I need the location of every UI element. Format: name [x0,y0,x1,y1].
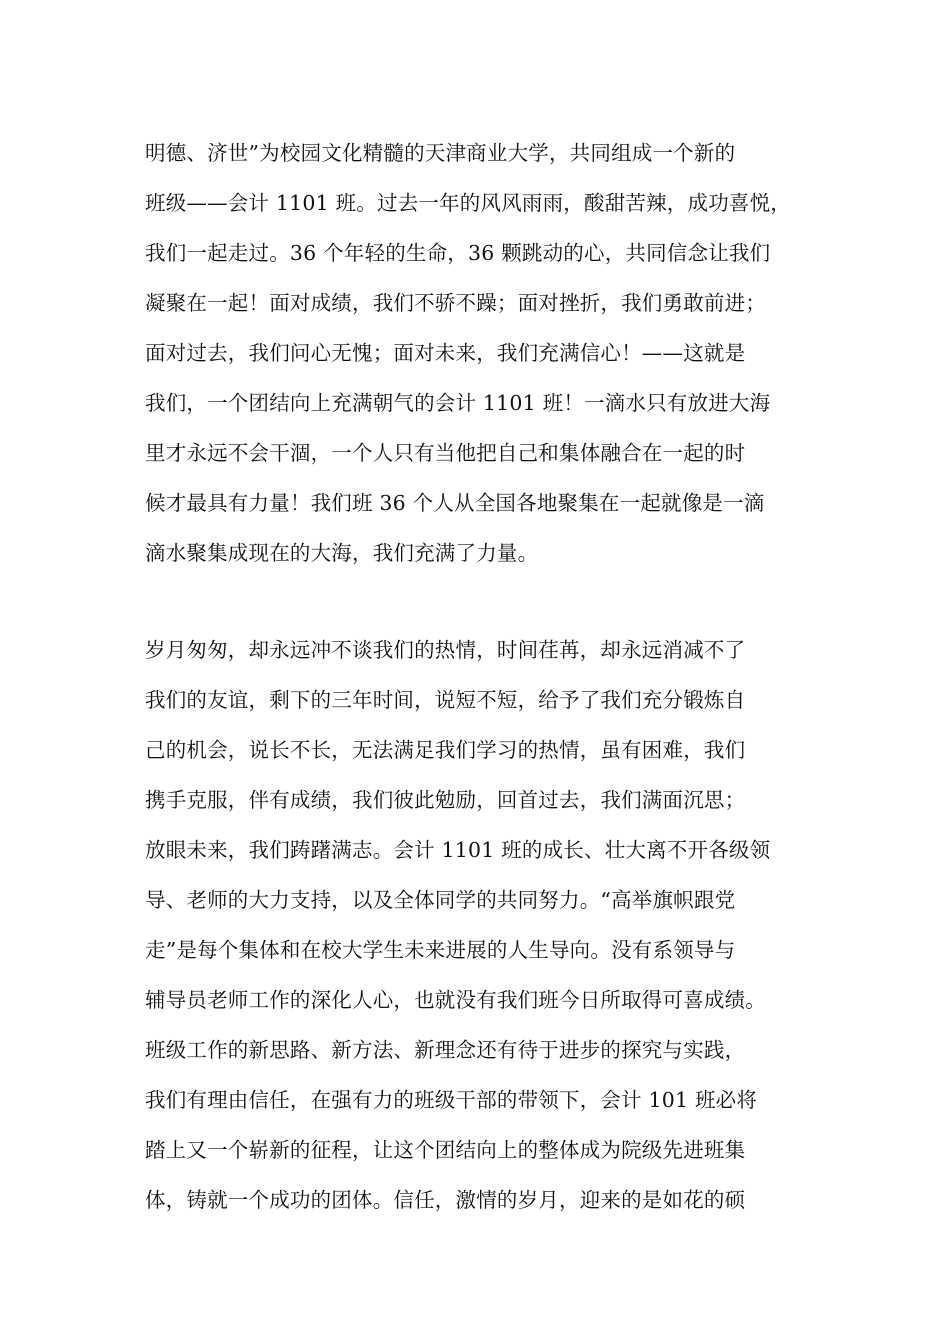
text-line: 滴水聚集成现在的大海，我们充满了力量。 [145,541,539,565]
text-line: 我们有理由信任，在强有力的班级干部的带领下，会计 101 班必将 [145,1088,758,1112]
text-line: 己的机会，说长不长，无法满足我们学习的热情，虽有困难，我们 [145,738,746,762]
text-line: 面对过去，我们问心无愧；面对未来，我们充满信心！——这就是 [145,341,746,365]
text-line: 我们一起走过。36 个年轻的生命，36 颗跳动的心，共同信念让我们 [145,241,771,265]
text-line: 走”是每个集体和在校大学生未来进展的人生导向。没有系领导与 [145,938,736,962]
text-line: 导、老师的大力支持，以及全体同学的共同努力。“高举旗帜跟党 [145,888,736,912]
text-line: 辅导员老师工作的深化人心，也就没有我们班今日所取得可喜成绩。 [145,988,766,1012]
text-line: 岁月匆匆，却永远冲不谈我们的热情，时间荏苒，却永远消减不了 [145,638,746,662]
text-line: 放眼未来，我们踌躇满志。会计 1101 班的成长、壮大离不开各级领 [145,838,771,862]
text-line: 体，铸就一个成功的团体。信任，激情的岁月，迎来的是如花的硕 [145,1188,746,1212]
text-line: 凝聚在一起！面对成绩，我们不骄不躁；面对挫折，我们勇敢前进； [145,291,766,315]
text-line: 明德、济世”为校园文化精髓的天津商业大学，共同组成一个新的 [145,141,736,165]
text-line: 班级——会计 1101 班。过去一年的风风雨雨，酸甜苦辣，成功喜悦， [145,191,792,215]
text-line: 里才永远不会干涸，一个人只有当他把自己和集体融合在一起的时 [145,441,746,465]
paragraph-2 [145,625,845,1225]
text-line: 携手克服，伴有成绩，我们彼此勉励，回首过去，我们满面沉思； [145,788,746,812]
text-line: 候才最具有力量！我们班 36 个人从全国各地聚集在一起就像是一滴 [145,491,765,515]
text-line: 我们的友谊，剩下的三年时间，说短不短，给予了我们充分锻炼自 [145,688,746,712]
text-line: 班级工作的新思路、新方法、新理念还有待于进步的探究与实践， [145,1038,746,1062]
text-line: 踏上又一个崭新的征程，让这个团结向上的整体成为院级先进班集 [145,1138,746,1162]
text-line: 我们，一个团结向上充满朝气的会计 1101 班！一滴水只有放进大海 [145,391,771,415]
paragraph-1 [145,128,845,578]
